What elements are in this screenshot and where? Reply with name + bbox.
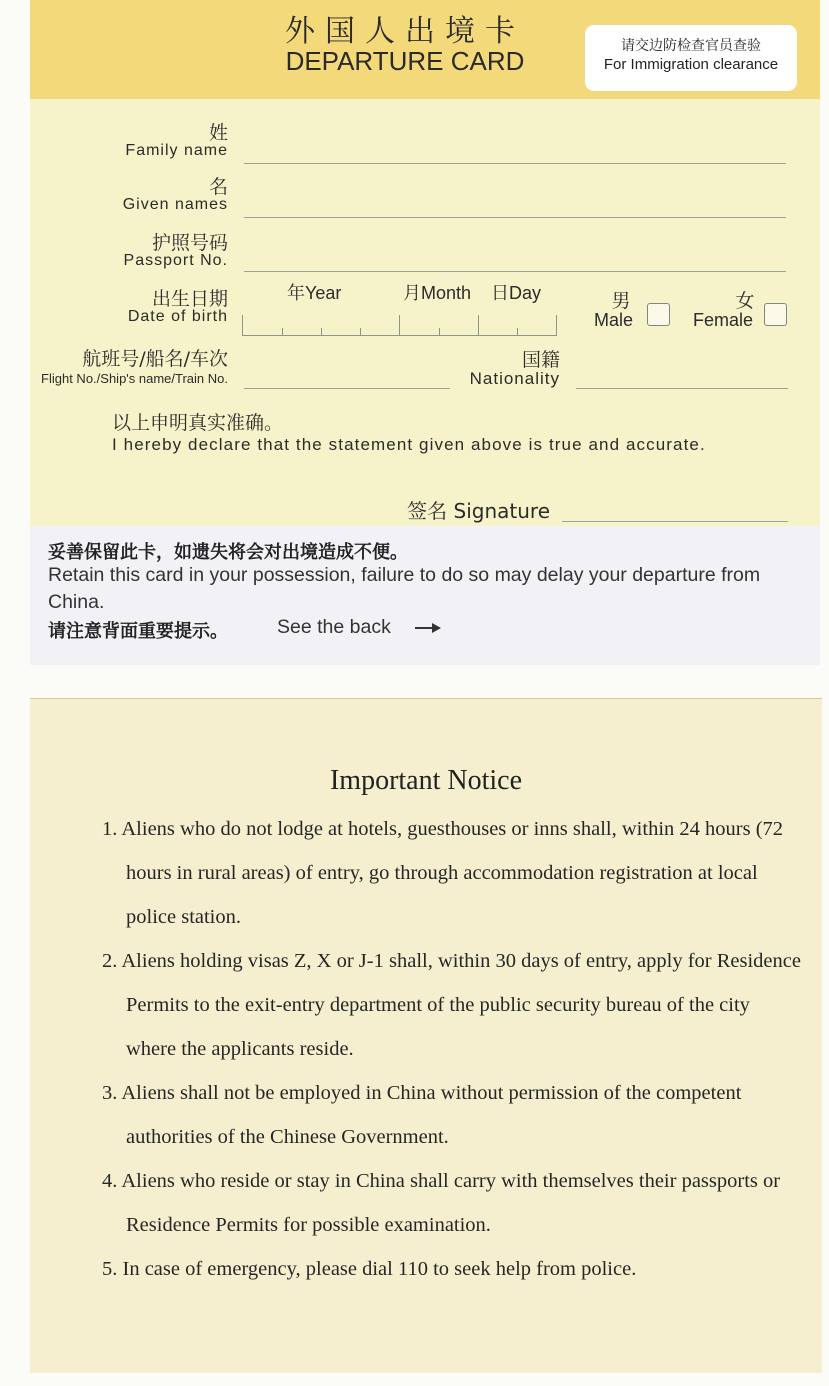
notice-item: 4. Aliens who reside or stay in China shall carry with themselves their passports or Residence Permits for possible examination.: [102, 1170, 781, 1236]
back-notice-cn: 请注意背面重要提示。: [48, 621, 228, 642]
signature-label: 签名 Signature: [407, 499, 550, 523]
title-chinese: 外国人出境卡: [285, 14, 525, 49]
dob-label-cn: 出生日期: [151, 288, 228, 310]
retain-notice-en: Retain this card in your possession, failure to do so may delay your departure from China.: [48, 564, 761, 613]
female-label-cn: 女: [735, 290, 755, 312]
dob-divider: [399, 315, 400, 335]
dob-tick: [517, 328, 518, 335]
clearance-chinese: 请交边防检查官员查验: [621, 38, 761, 54]
flight-label-en: Flight No./Ship's name/Train No.: [41, 371, 228, 386]
card-footer: [30, 526, 820, 665]
dob-month-label: 月Month: [403, 283, 472, 303]
given-names-label-cn: 名: [208, 176, 228, 198]
dob-year-label: 年Year: [287, 283, 342, 303]
passport-label-en: Passport No.: [123, 252, 228, 269]
notice-title: Important Notice: [329, 765, 523, 796]
retain-notice-cn: 妥善保留此卡，如遗失将会对出境造成不便。: [48, 542, 408, 563]
family-name-label-cn: 姓: [208, 122, 228, 144]
dob-tick: [360, 328, 361, 335]
departure-card-back: [30, 698, 822, 1373]
dob-day-label: 日Day: [491, 283, 542, 303]
declaration-cn: 以上申明真实准确。: [112, 412, 284, 434]
dob-label-en: Date of birth: [127, 308, 228, 325]
flight-field[interactable]: [244, 388, 450, 389]
given-names-field[interactable]: [244, 217, 786, 218]
family-name-field[interactable]: [244, 163, 786, 164]
dob-tick: [321, 328, 322, 335]
notice-list: [102, 807, 802, 1291]
card-header: [30, 0, 820, 99]
clearance-english: For Immigration clearance: [603, 56, 779, 73]
declaration-en: I hereby declare that the statement given above is true and accurate.: [112, 435, 706, 454]
signature-field[interactable]: [562, 521, 788, 522]
arrow-right-icon: [414, 621, 442, 635]
given-names-label-en: Given names: [122, 196, 228, 213]
title-english: DEPARTURE CARD: [285, 46, 525, 76]
notice-item: 2. Aliens holding visas Z, X or J-1 shall, within 30 days of entry, apply for Residence Permits to the exit-entry department of the public security bureau of the city where the applicants reside.: [102, 950, 801, 1060]
male-label-en: Male: [594, 310, 634, 330]
female-label-en: Female: [693, 310, 754, 330]
nationality-label-en: Nationality: [469, 369, 560, 388]
family-name-label-en: Family name: [125, 142, 228, 159]
notice-item: 3. Aliens shall not be employed in China without permission of the competent authorities of the Chinese Government.: [102, 1082, 742, 1148]
passport-label-cn: 护照号码: [151, 232, 228, 254]
male-checkbox[interactable]: [647, 303, 670, 326]
dob-tick: [282, 328, 283, 335]
male-label-cn: 男: [611, 290, 631, 312]
dob-divider: [478, 315, 479, 335]
dob-tick: [439, 328, 440, 335]
see-back-text: See the back: [277, 616, 391, 638]
notice-item: 5. In case of emergency, please dial 110 to seek help from police.: [102, 1258, 637, 1280]
dob-field[interactable]: [242, 315, 557, 336]
passport-field[interactable]: [244, 271, 786, 272]
nationality-label-cn: 国籍: [521, 349, 560, 371]
departure-card-front: [30, 0, 820, 665]
flight-label-cn: 航班号/船名/车次: [82, 348, 228, 370]
notice-item: 1. Aliens who do not lodge at hotels, guesthouses or inns shall, within 24 hours (72 hours in rural areas) of entry, go through accommodation registration at local police station.: [102, 818, 784, 928]
female-checkbox[interactable]: [764, 303, 787, 326]
nationality-field[interactable]: [576, 388, 788, 389]
immigration-clearance-box: [585, 25, 797, 91]
